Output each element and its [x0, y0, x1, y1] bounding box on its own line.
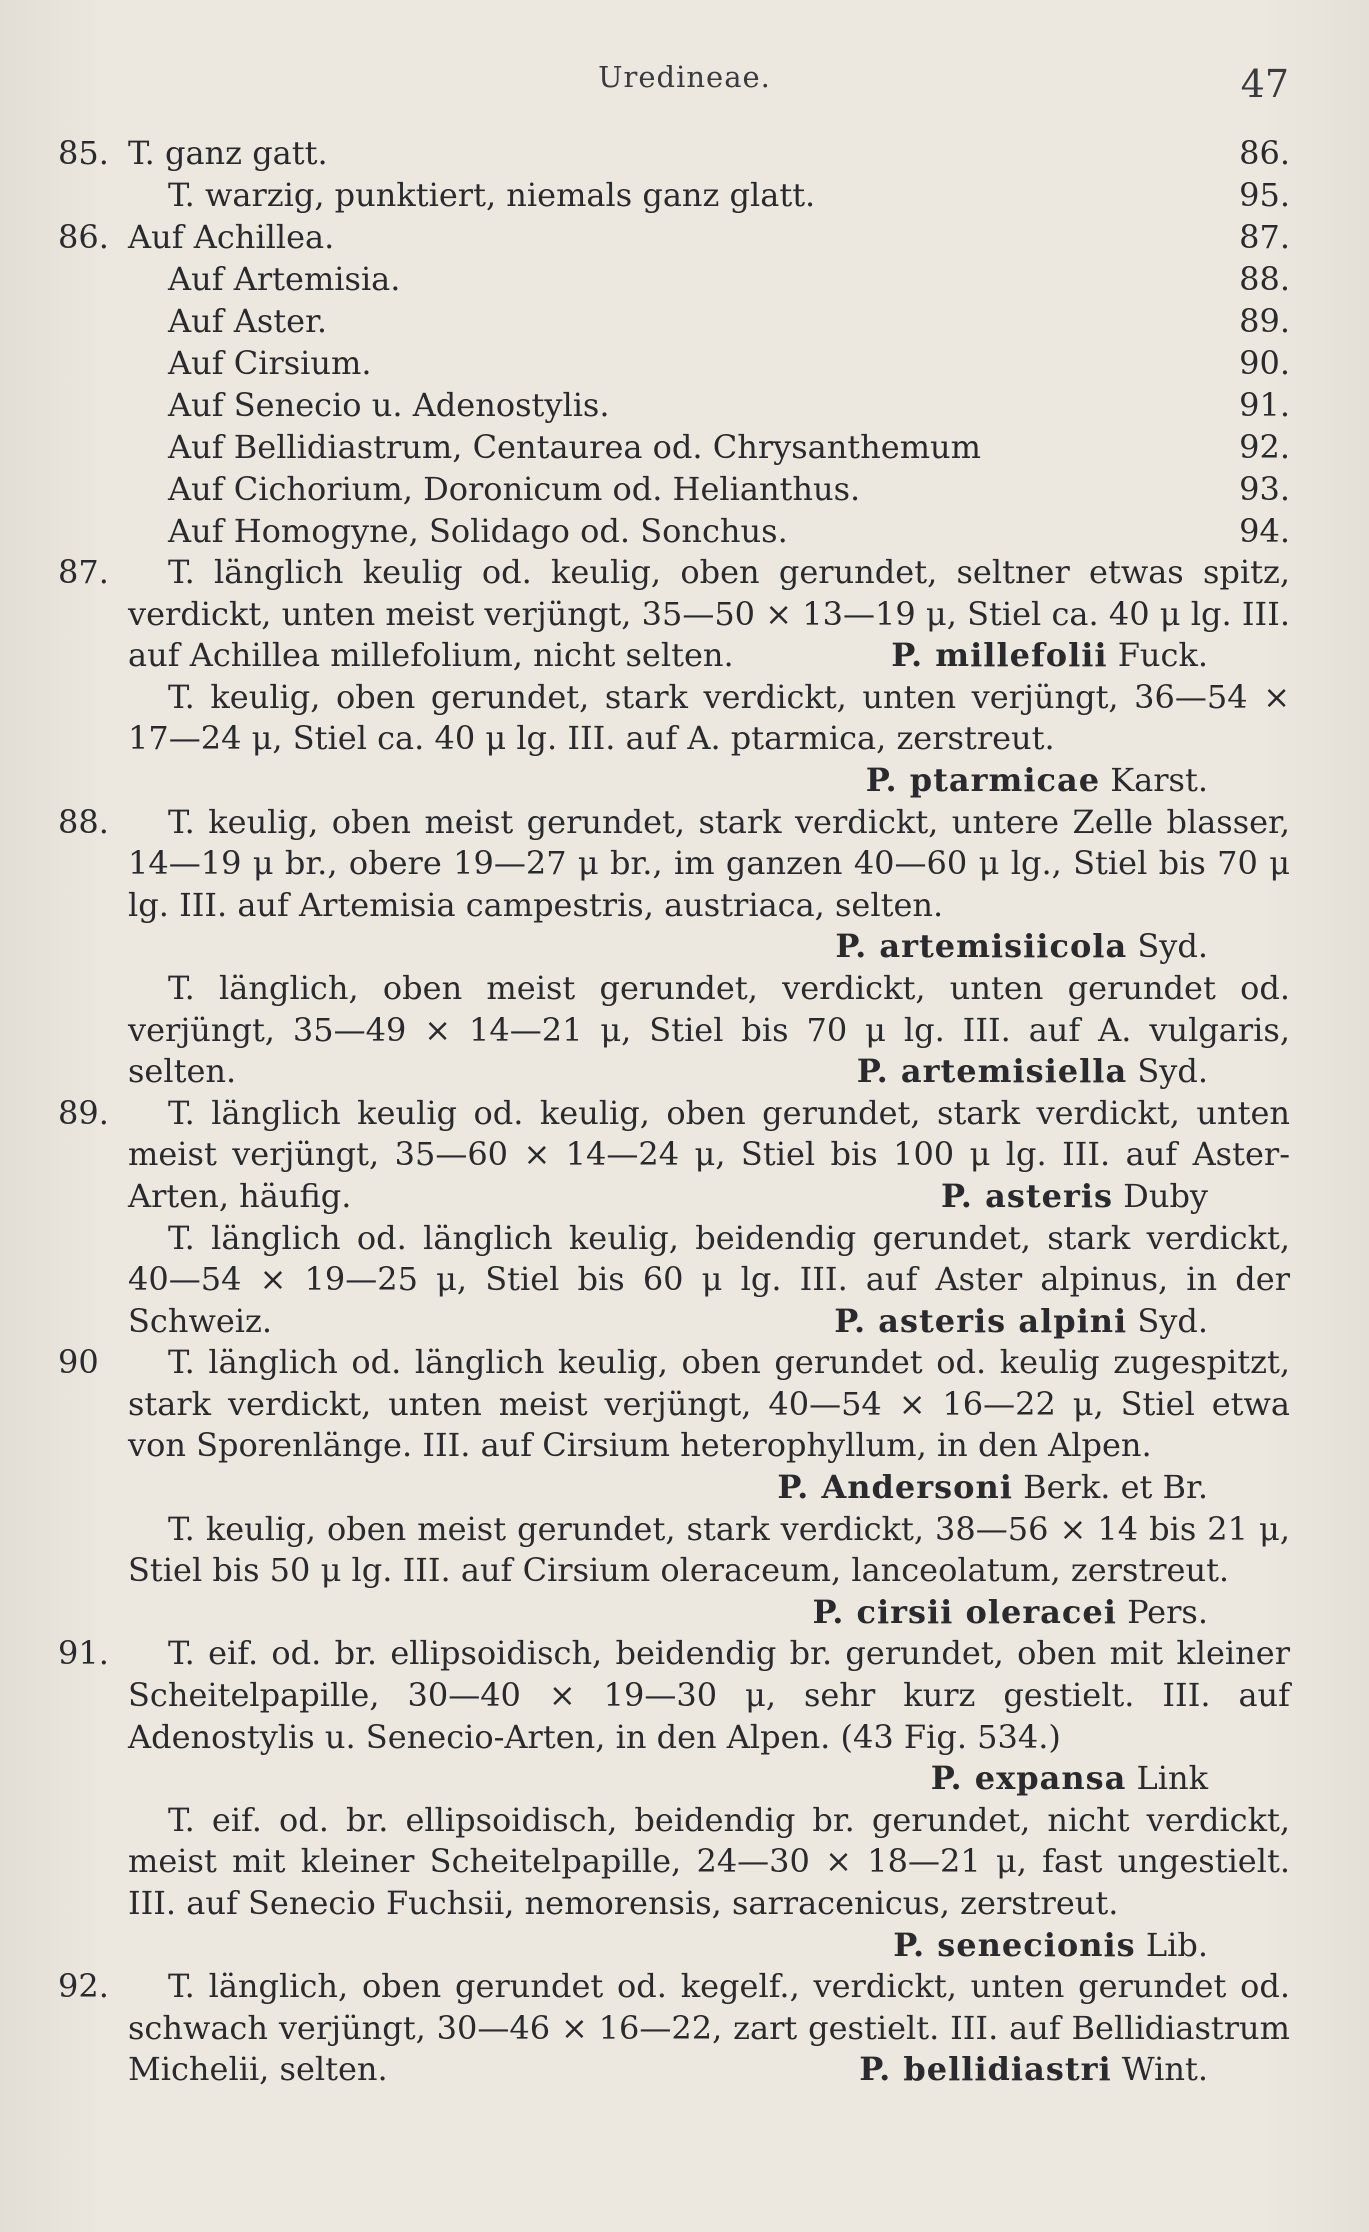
key-text: Auf Cichorium, Doronicum od. Helianthus. [168, 470, 861, 508]
key-reference: 94. [1239, 512, 1290, 550]
species-author: Wint. [1121, 2050, 1208, 2089]
entry-description: T. keulig, oben meist gerundet, stark verdickt, untere Zelle blasser, 14—19 μ br., obere 19—27 μ br., im ganzen 40—60 μ lg., Stiel bis 70 μ lg. III. auf Artemisia campestris, austriaca, selten. [128, 802, 1290, 924]
entry-description: T. länglich keulig od. keulig, oben gerundet, seltner etwas spitz, verdickt, unten meist verjüngt, 35—50 × 13—19 μ, Stiel ca. 40 μ lg. III. auf Achillea millefolium, nicht selten. [128, 553, 1290, 675]
species-entry [58, 1093, 1290, 1218]
species-author: Duby [1123, 1176, 1208, 1215]
key-entries [58, 552, 1290, 2091]
species-entry [58, 802, 1290, 968]
key-line [58, 468, 1290, 510]
key-reference: 95. [1239, 176, 1290, 214]
species-name: P. Andersoni [777, 1468, 1013, 1507]
key-text: T. ganz gatt. [128, 134, 328, 172]
entry-description: T. länglich keulig od. keulig, oben gerundet, stark verdickt, unten meist verjüngt, 35—60 × 14—24 μ, Stiel bis 100 μ lg. III. auf Aster-Arten, häufig. [128, 1093, 1290, 1215]
species-author: Syd. [1137, 1052, 1208, 1091]
entry-description: T. eif. od. br. ellipsoidisch, beidendig br. gerundet, nicht verdickt, meist mit kleiner Scheitelpapille, 24—30 × 18—21 μ, fast ungestielt. III. auf Senecio Fuchsii, nemorensis, sarracenicus, zerstreut. [128, 1800, 1290, 1922]
key-text: T. warzig, punktiert, niemals ganz glatt. [168, 176, 816, 214]
key-text: Auf Artemisia. [168, 260, 401, 298]
key-line [58, 258, 1290, 300]
species-author: Berk. et Br. [1023, 1468, 1208, 1507]
key-content [58, 132, 1290, 2091]
key-line [58, 300, 1290, 342]
species-name: P. millefolii [891, 636, 1108, 675]
species-name-line [58, 1467, 1208, 1509]
entry-description: T. länglich od. länglich keulig, beidendig gerundet, stark verdickt, 40—54 × 19—25 μ, Stiel bis 60 μ lg. III. auf Aster alpinus, in der Schweiz. [128, 1218, 1290, 1340]
key-line [58, 132, 1290, 174]
species-name: P. bellidiastri [859, 2050, 1112, 2089]
key-line [58, 216, 1290, 258]
species-entry [58, 1342, 1290, 1508]
species-author: Link [1136, 1759, 1208, 1798]
species-name-line [58, 760, 1208, 802]
species-name: P. expansa [930, 1759, 1127, 1798]
entry-number: 91. [58, 1634, 109, 1673]
species-name-line [58, 1758, 1208, 1800]
entry-description: T. keulig, oben meist gerundet, stark verdickt, 38—56 × 14 bis 21 μ, Stiel bis 50 μ lg. III. auf Cirsium oleraceum, lanceolatum, zerstreut. [128, 1509, 1290, 1590]
key-reference: 86. [1239, 134, 1290, 172]
key-line [58, 384, 1290, 426]
key-reference: 93. [1239, 470, 1290, 508]
species-entry [58, 1633, 1290, 1799]
key-line [58, 510, 1290, 552]
species-name-line [58, 1592, 1208, 1634]
key-reference: 89. [1239, 302, 1290, 340]
species-name: P. ptarmicae [865, 760, 1101, 799]
entry-description: T. länglich, oben meist gerundet, verdickt, unten gerundet od. verjüngt, 35—49 × 14—21 μ, Stiel bis 70 μ lg. III. auf A. vulgaris, selten. [128, 968, 1290, 1091]
species-name-line [58, 1925, 1208, 1967]
key-number: 86. [58, 218, 109, 256]
species-name: P. asteris [941, 1176, 1113, 1215]
species-entry [58, 1966, 1290, 2091]
species-entry [58, 1509, 1290, 1634]
species-name: P. artemisiella [856, 1052, 1128, 1091]
species-entry [58, 1800, 1290, 1966]
species-entry [58, 1218, 1290, 1343]
entry-number: 88. [58, 802, 109, 841]
species-name: P. artemisiicola [835, 927, 1128, 966]
species-name-line [58, 926, 1208, 968]
entry-number: 92. [58, 1967, 109, 2006]
key-reference: 87. [1239, 218, 1290, 256]
key-reference: 91. [1239, 386, 1290, 424]
key-text: Auf Achillea. [128, 218, 335, 256]
species-author: Syd. [1137, 927, 1208, 966]
key-line [58, 342, 1290, 384]
entry-description: T. keulig, oben gerundet, stark verdickt, unten verjüngt, 36—54 × 17—24 μ, Stiel ca. 40 μ lg. III. auf A. ptarmica, zerstreut. [128, 677, 1290, 758]
entry-number: 89. [58, 1093, 109, 1132]
entry-number: 90 [58, 1343, 99, 1382]
key-text: Auf Aster. [168, 302, 328, 340]
key-text: Auf Bellidiastrum, Centaurea od. Chrysanthemum [168, 428, 981, 466]
species-author: Syd. [1137, 1301, 1208, 1340]
entry-number: 87. [58, 553, 109, 591]
key-line [58, 174, 1290, 216]
species-entry [58, 968, 1290, 1093]
species-name: P. cirsii oleracei [812, 1592, 1117, 1631]
species-author: Fuck. [1117, 636, 1208, 675]
species-entry [58, 677, 1290, 802]
key-line [58, 426, 1290, 468]
entry-description: T. länglich od. länglich keulig, oben gerundet od. keulig zugespitzt, stark verdickt, unten meist verjüngt, 40—54 × 16—22 μ, Stiel etwa von Sporenlänge. III. auf Cirsium heterophyllum, in den Alpen. [128, 1343, 1290, 1465]
species-entry [58, 552, 1290, 677]
key-text: Auf Senecio u. Adenostylis. [168, 386, 610, 424]
key-lines [58, 132, 1290, 552]
page-header [0, 56, 1369, 106]
species-author: Lib. [1145, 1925, 1208, 1964]
key-reference: 88. [1239, 260, 1290, 298]
key-reference: 92. [1239, 428, 1290, 466]
page-number: 47 [1240, 62, 1289, 106]
species-name: P. asteris alpini [834, 1301, 1128, 1340]
key-reference: 90. [1239, 344, 1290, 382]
key-text: Auf Cirsium. [168, 344, 372, 382]
entry-description: T. eif. od. br. ellipsoidisch, beidendig br. gerundet, oben mit kleiner Scheitelpapille, 30—40 × 19—30 μ, sehr kurz gestielt. III. auf Adenostylis u. Senecio-Arten, in den Alpen. (43 Fig. 534.) [128, 1634, 1290, 1756]
entry-description: T. länglich, oben gerundet od. kegelf., verdickt, unten gerundet od. schwach verjüngt, 30—46 × 16—22, zart gestielt. III. auf Bellidiastrum Michelii, selten. [128, 1967, 1290, 2089]
key-number: 85. [58, 134, 109, 172]
species-author: Pers. [1127, 1592, 1208, 1631]
key-text: Auf Homogyne, Solidago od. Sonchus. [168, 512, 788, 550]
running-head: Uredineae. [598, 60, 771, 94]
species-author: Karst. [1110, 760, 1208, 799]
species-name: P. senecionis [893, 1925, 1136, 1964]
